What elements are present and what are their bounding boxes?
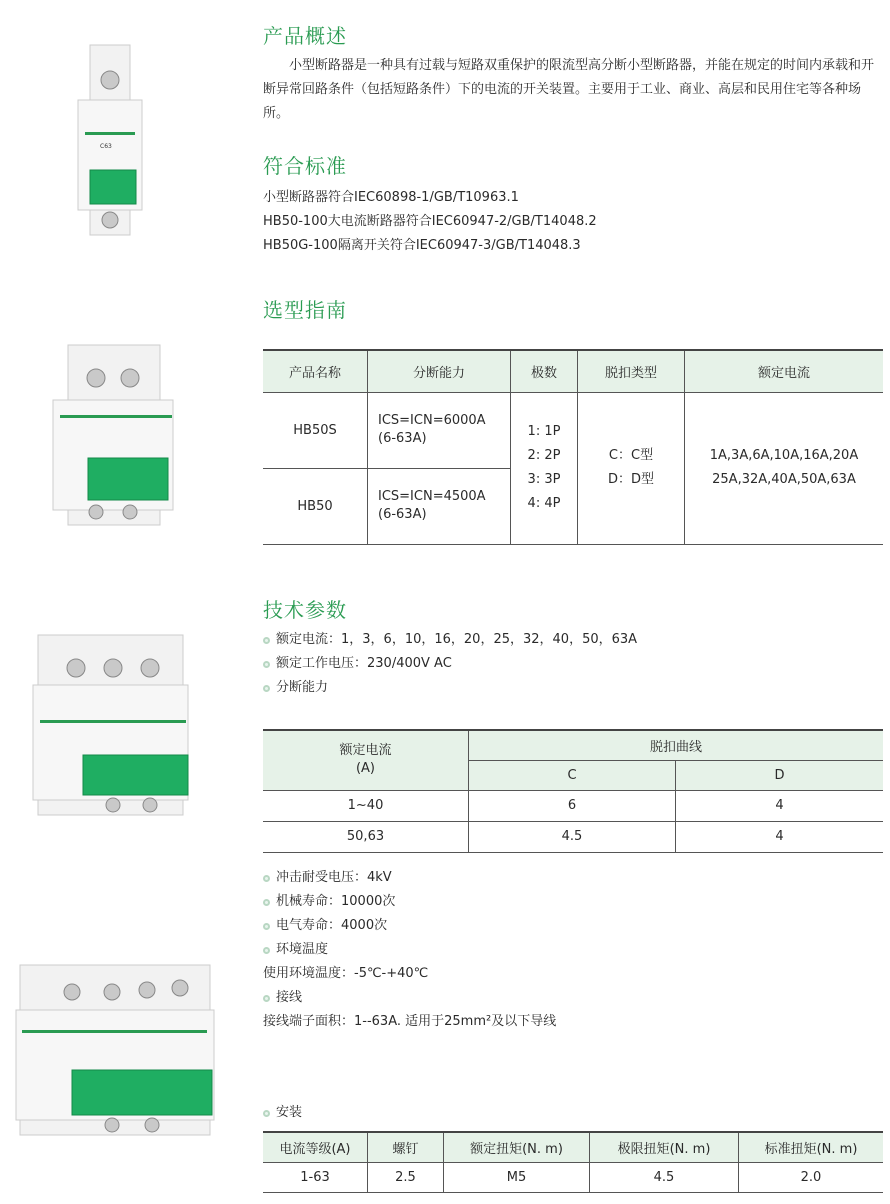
selection-header-poles: 极数	[511, 350, 578, 392]
breaking-capacity-table	[263, 729, 883, 853]
install-cell: 1-63	[263, 1162, 368, 1192]
bullet-icon	[263, 899, 270, 906]
tech-bullet-text: 额定工作电压：230/400V AC	[276, 656, 452, 671]
pole-option: 1: 1P	[527, 424, 561, 439]
bullet-icon	[263, 661, 270, 668]
install-header: 极限扭矩(N. m)	[590, 1132, 739, 1162]
selection-title: 选型指南	[263, 298, 347, 322]
install-header: 螺钉	[368, 1132, 444, 1162]
pole-option: 2: 2P	[527, 448, 561, 463]
tech-bullets-2	[263, 866, 556, 1034]
bullet-icon	[263, 685, 270, 692]
row-d-value: 4	[676, 821, 884, 852]
breaking-header-c: C	[469, 760, 676, 790]
tech-bullet	[263, 986, 556, 1010]
tech-bullets-1	[263, 628, 637, 700]
wiring-text: 接线端子面积：1--63A. 适用于25mm²及以下导线	[263, 1014, 557, 1029]
capacity-range: (6-63A)	[378, 431, 427, 446]
row-current: 50,63	[263, 821, 469, 852]
install-title-row	[263, 1101, 302, 1125]
tech-bullet-text: 机械寿命：10000次	[276, 894, 396, 909]
tech-bullet	[263, 628, 637, 652]
overview-text: 小型断路器是一种具有过载与短路双重保护的限流型高分断小型断路器，并能在规定的时间内承载和开断异常回路条件（包括短路条件）下的电流的开关装置。主要用于工业、商业、高层和民用住宅等各种场所。	[263, 58, 875, 121]
tech-bullet-text: 电气寿命：4000次	[276, 918, 388, 933]
install-header: 额定扭矩(N. m)	[444, 1132, 590, 1162]
install-table	[263, 1131, 883, 1193]
tech-title: 技术参数	[263, 598, 347, 622]
breaking-header-curve: 脱扣曲线	[469, 730, 884, 760]
current-line: 25A,32A,40A,50A,63A	[712, 472, 856, 487]
bullet-icon	[263, 995, 270, 1002]
bullet-icon	[263, 637, 270, 644]
tech-bullet	[263, 652, 637, 676]
tech-bullet	[263, 866, 556, 890]
bullet-icon	[263, 1110, 270, 1117]
standard-line-3: HB50G-100隔离开关符合IEC60947-3/GB/T14048.3	[263, 238, 581, 253]
current-line: 1A,3A,6A,10A,16A,20A	[709, 448, 859, 463]
row-c-value: 6	[469, 790, 676, 821]
env-temp-text: 使用环境温度：-5℃-+40℃	[263, 966, 429, 981]
install-title: 安装	[276, 1105, 303, 1120]
tech-bullet	[263, 890, 556, 914]
wiring-title: 接线	[276, 990, 303, 1005]
breaker-label-rating: C63	[100, 143, 112, 150]
selection-poles-cell	[511, 392, 578, 544]
header-current-label: 额定电流	[339, 743, 392, 759]
bullet-icon	[263, 947, 270, 954]
selection-table	[263, 349, 883, 545]
selection-header-trip: 脱扣类型	[578, 350, 685, 392]
selection-header-capacity: 分断能力	[368, 350, 511, 392]
pole-option: 3: 3P	[527, 472, 561, 487]
selection-header-name: 产品名称	[263, 350, 368, 392]
standards-list	[263, 186, 597, 258]
breaking-header-d: D	[676, 760, 884, 790]
tech-bullet-text: 冲击耐受电压：4kV	[276, 870, 392, 885]
tech-bullet-text: 环境温度	[276, 942, 329, 957]
selection-header-current: 额定电流	[685, 350, 884, 392]
install-header: 标准扭矩(N. m)	[739, 1132, 884, 1162]
standards-title: 符合标准	[263, 154, 347, 178]
tech-bullet-text: 分断能力	[276, 680, 329, 695]
table-row	[263, 790, 883, 821]
standard-line-2: HB50-100大电流断路器符合IEC60947-2/GB/T14048.2	[263, 214, 597, 229]
overview-title: 产品概述	[263, 24, 347, 48]
breaker-3p-image	[28, 630, 193, 820]
table-row	[263, 821, 883, 852]
breaker-1p-image	[60, 40, 160, 240]
header-current-unit: (A)	[355, 761, 376, 777]
breaker-2p-image	[48, 340, 178, 530]
bullet-icon	[263, 875, 270, 882]
selection-row-name: HB50S	[263, 392, 368, 468]
install-cell: 2.0	[739, 1162, 884, 1192]
breaking-header-current	[263, 730, 469, 790]
selection-row-capacity	[368, 392, 511, 468]
pole-option: 4: 4P	[527, 496, 561, 511]
selection-row-name: HB50	[263, 468, 368, 544]
row-c-value: 4.5	[469, 821, 676, 852]
install-header: 电流等级(A)	[263, 1132, 368, 1162]
breaker-4p-image	[12, 960, 217, 1140]
tech-bullet	[263, 938, 556, 962]
tech-bullet	[263, 676, 637, 700]
tech-bullet-text: 额定电流：1，3，6，10，16，20，25，32，40，50，63A	[276, 632, 638, 647]
trip-option: C：C型	[608, 448, 654, 463]
selection-current-cell	[685, 392, 884, 544]
row-d-value: 4	[676, 790, 884, 821]
selection-row-capacity	[368, 468, 511, 544]
capacity-range: (6-63A)	[378, 507, 427, 522]
row-current: 1~40	[263, 790, 469, 821]
install-cell: 2.5	[368, 1162, 444, 1192]
install-cell: M5	[444, 1162, 590, 1192]
standard-line-1: 小型断路器符合IEC60898-1/GB/T10963.1	[263, 190, 519, 205]
table-row	[263, 1162, 883, 1192]
install-cell: 4.5	[590, 1162, 739, 1192]
capacity-value: ICS=ICN=6000A	[378, 413, 486, 428]
trip-option: D：D型	[607, 472, 655, 487]
bullet-icon	[263, 923, 270, 930]
tech-bullet	[263, 914, 556, 938]
capacity-value: ICS=ICN=4500A	[378, 489, 486, 504]
selection-trip-cell	[578, 392, 685, 544]
